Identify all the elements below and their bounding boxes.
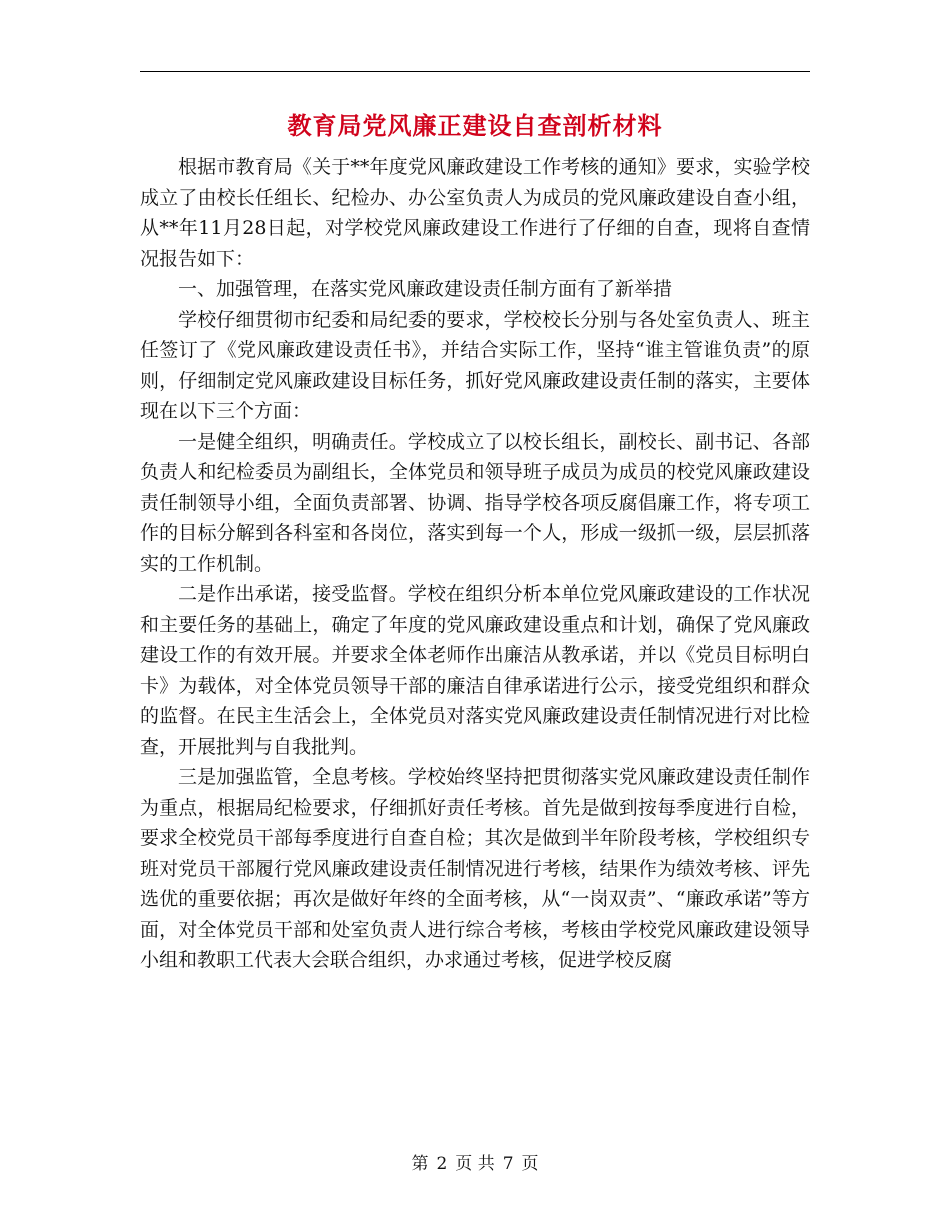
paragraph-intro: 根据市教育局《关于**年度党风廉政建设工作考核的通知》要求，实验学校成立了由校长任组长、纪检办、办公室负责人为成员的党风廉政建设自查小组，从**年11月28日起，对学校党风廉政建设工作进行了仔细的自查，现将自查情况报告如下：: [140, 156, 810, 270]
header-rule: [140, 71, 810, 72]
paragraph-section-heading: 一、加强管理，在落实党风廉政建设责任制方面有了新举措: [178, 278, 673, 300]
footer-total-pages: 7: [502, 1154, 514, 1174]
document-title: 教育局党风廉正建设自查剖析材料: [287, 112, 663, 140]
paragraph-overview: 学校仔细贯彻市纪委和局纪委的要求，学校校长分别与各处室负责人、班主任签订了《党风廉政建设责任书》，并结合实际工作，坚持“谁主管谁负责”的原则，仔细制定党风廉政建设目标任务，抓好党风廉政建设责任制的落实，主要体现在以下三个方面：: [140, 308, 810, 422]
paragraph-point-three: 三是加强监管，全息考核。学校始终坚持把贯彻落实党风廉政建设责任制作为重点，根据局纪检要求，仔细抓好责任考核。首先是做到按每季度进行自检，要求全校党员干部每季度进行自查自检；其次是做到半年阶段考核，学校组织专班对党员干部履行党风廉政建设责任制情况进行考核，结果作为绩效考核、评先选优的重要依据；再次是做好年终的全面考核，从“一岗双责”、“廉政承诺”等方面，对全体党员干部和处室负责人进行综合考核，考核由学校党风廉政建设领导小组和教职工代表大会联合组织，办求通过考核，促进学校反腐: [140, 766, 810, 971]
footer-page-number: 2: [436, 1154, 448, 1174]
paragraph-point-one: 一是健全组织，明确责任。学校成立了以校长组长，副校长、副书记、各部负责人和纪检委员为副组长，全体党员和领导班子成员为成员的校党风廉政建设责任制领导小组，全面负责部署、协调、指导学校各项反腐倡廉工作，将专项工作的目标分解到各科室和各岗位，落实到每一个人，形成一级抓一级，层层抓落实的工作机制。: [140, 430, 810, 575]
paragraph-point-two: 二是作出承诺，接受监督。学校在组织分析本单位党风廉政建设的工作状况和主要任务的基础上，确定了年度的党风廉政建设重点和计划，确保了党风廉政建设工作的有效开展。并要求全体老师作出廉洁从教承诺，并以《党员目标明白卡》为载体，对全体党员领导干部的廉洁自律承诺进行公示，接受党组织和群众的监督。在民主生活会上，全体党员对落实党风廉政建设责任制情况进行对比检查，开展批判与自我批判。: [140, 583, 810, 758]
footer-suffix: 页: [521, 1154, 539, 1174]
document-body: [140, 152, 810, 976]
footer-prefix: 第: [411, 1154, 429, 1174]
footer-mid: 页 共: [455, 1154, 495, 1174]
page-footer: [140, 1152, 810, 1176]
